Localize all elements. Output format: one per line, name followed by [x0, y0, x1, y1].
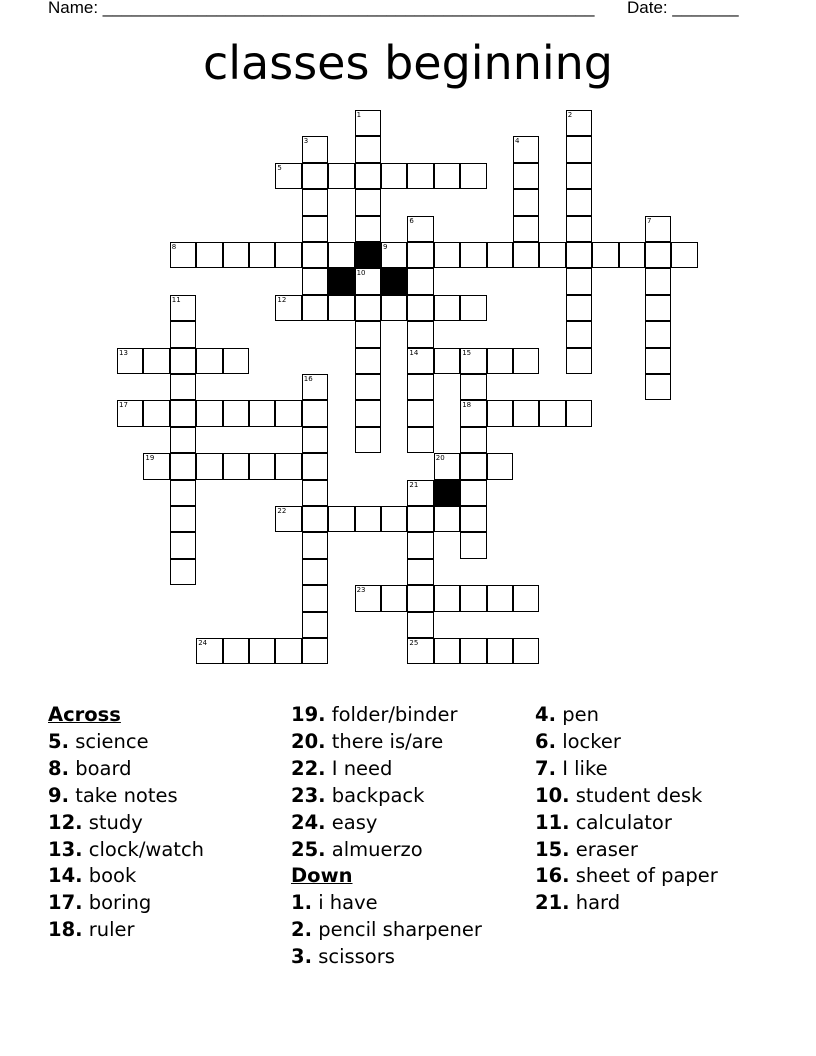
clues-column-1: [48, 702, 204, 944]
clue-number: 16.: [535, 864, 570, 888]
cell-number: 23: [356, 586, 366, 595]
grid-cell[interactable]: [223, 638, 249, 664]
grid-cell[interactable]: [539, 400, 565, 426]
grid-cell[interactable]: [355, 374, 381, 400]
grid-cell[interactable]: [513, 638, 539, 664]
clue-text: locker: [562, 729, 621, 753]
grid-cell[interactable]: [328, 506, 354, 532]
grid-cell[interactable]: [487, 400, 513, 426]
cell-number: 15: [462, 348, 472, 357]
grid-cell[interactable]: [460, 295, 486, 321]
grid-cell[interactable]: [223, 453, 249, 479]
clue-number: 6.: [535, 729, 556, 753]
clue-number: 7.: [535, 756, 556, 780]
clue-across: [291, 783, 482, 810]
grid-cell[interactable]: [434, 295, 460, 321]
clue-number: 21.: [535, 891, 570, 915]
grid-cell[interactable]: [645, 242, 671, 268]
grid-cell[interactable]: [460, 638, 486, 664]
clue-across: [291, 729, 482, 756]
grid-cell[interactable]: [170, 295, 196, 321]
clue-down: [535, 783, 718, 810]
clue-number: 5.: [48, 729, 69, 753]
clue-text: book: [88, 864, 137, 888]
grid-cell[interactable]: [170, 242, 196, 268]
clue-down: [535, 810, 718, 837]
grid-cell[interactable]: [407, 216, 433, 242]
grid-cell[interactable]: [302, 506, 328, 532]
clue-number: 14.: [48, 864, 83, 888]
grid-cell[interactable]: [302, 163, 328, 189]
grid-cell[interactable]: [355, 136, 381, 162]
clues-column-2: [291, 702, 482, 971]
grid-cell[interactable]: [143, 453, 169, 479]
clue-across: [48, 917, 204, 944]
grid-cell[interactable]: [170, 400, 196, 426]
cell-number: 5: [277, 163, 282, 172]
clue-down: [535, 702, 718, 729]
grid-cell[interactable]: [513, 400, 539, 426]
date-field[interactable]: Date: _______: [627, 0, 739, 17]
cell-number: 10: [356, 269, 366, 278]
grid-cell[interactable]: [460, 532, 486, 558]
grid-cell[interactable]: [275, 506, 301, 532]
clue-text: science: [75, 729, 149, 753]
grid-cell[interactable]: [249, 242, 275, 268]
grid-cell[interactable]: [407, 506, 433, 532]
grid-cell[interactable]: [460, 348, 486, 374]
clue-text: eraser: [575, 837, 638, 861]
grid-cell[interactable]: [513, 242, 539, 268]
clue-down: [535, 837, 718, 864]
grid-cell[interactable]: [513, 189, 539, 215]
grid-cell[interactable]: [566, 216, 592, 242]
clue-across: [48, 890, 204, 917]
grid-cell[interactable]: [487, 348, 513, 374]
cell-number: 1: [356, 111, 362, 119]
grid-cell[interactable]: [460, 374, 486, 400]
grid-cell[interactable]: [355, 295, 381, 321]
grid-cell[interactable]: [381, 242, 407, 268]
cell-number: 24: [198, 639, 208, 647]
clue-text: easy: [331, 810, 378, 834]
cell-number: 3: [303, 137, 309, 146]
grid-cell[interactable]: [381, 163, 407, 189]
grid-cell[interactable]: [619, 242, 645, 268]
grid-cell[interactable]: [302, 427, 328, 453]
cell-number: 12: [277, 295, 287, 304]
grid-cell[interactable]: [381, 295, 407, 321]
grid-cell[interactable]: [275, 163, 301, 189]
grid-cell[interactable]: [302, 189, 328, 215]
grid-cell[interactable]: [460, 242, 486, 268]
grid-cell[interactable]: [196, 638, 222, 664]
grid-cell[interactable]: [196, 242, 222, 268]
clue-number: 10.: [535, 783, 570, 807]
grid-cell[interactable]: [645, 268, 671, 294]
black-cell: [355, 242, 381, 268]
grid-cell[interactable]: [407, 480, 433, 506]
grid-cell[interactable]: [407, 559, 433, 585]
grid-cell[interactable]: [645, 295, 671, 321]
clue-text: student desk: [575, 783, 703, 807]
cell-number: 4: [515, 137, 520, 146]
clue-text: folder/binder: [331, 703, 458, 726]
clue-number: 12.: [48, 810, 83, 834]
grid-cell[interactable]: [249, 453, 275, 479]
grid-cell[interactable]: [566, 321, 592, 347]
grid-cell[interactable]: [566, 110, 592, 136]
cell-number: 17: [119, 401, 128, 410]
black-cell: [434, 480, 460, 506]
clue-number: 15.: [535, 837, 570, 861]
grid-cell[interactable]: [513, 585, 539, 611]
grid-cell[interactable]: [170, 374, 196, 400]
grid-cell[interactable]: [645, 216, 671, 242]
grid-cell[interactable]: [566, 242, 592, 268]
clue-across: [48, 863, 204, 890]
grid-cell[interactable]: [407, 532, 433, 558]
clue-text: sheet of paper: [575, 864, 718, 888]
grid-cell[interactable]: [328, 163, 354, 189]
grid-cell[interactable]: [513, 163, 539, 189]
clue-across: [291, 837, 482, 864]
grid-cell[interactable]: [249, 638, 275, 664]
clue-down: [535, 729, 718, 756]
grid-cell[interactable]: [302, 295, 328, 321]
grid-cell[interactable]: [460, 585, 486, 611]
clue-number: 18.: [48, 918, 83, 942]
grid-cell[interactable]: [355, 110, 381, 136]
black-cell: [381, 268, 407, 294]
grid-cell[interactable]: [170, 480, 196, 506]
grid-cell[interactable]: [355, 189, 381, 215]
across-heading: Across: [48, 703, 121, 726]
grid-cell[interactable]: [302, 268, 328, 294]
cell-number: 6: [409, 216, 414, 225]
grid-cell[interactable]: [170, 427, 196, 453]
grid-cell[interactable]: [434, 585, 460, 611]
clue-number: 9.: [48, 783, 69, 807]
clue-text: almuerzo: [331, 837, 423, 861]
clue-text: there is/are: [331, 729, 444, 753]
grid-cell[interactable]: [592, 242, 618, 268]
grid-cell[interactable]: [275, 453, 301, 479]
clue-number: 25.: [291, 837, 326, 861]
grid-cell[interactable]: [513, 136, 539, 162]
grid-cell[interactable]: [328, 295, 354, 321]
grid-cell[interactable]: [302, 585, 328, 611]
clue-down: [535, 756, 718, 783]
grid-cell[interactable]: [170, 348, 196, 374]
grid-cell[interactable]: [487, 453, 513, 479]
grid-cell[interactable]: [434, 242, 460, 268]
clue-down: [291, 890, 482, 917]
cell-number: 14: [409, 348, 419, 357]
clue-text: ruler: [88, 918, 135, 942]
cell-number: 11: [171, 295, 181, 304]
grid-cell[interactable]: [355, 268, 381, 294]
clue-text: pencil sharpener: [318, 918, 482, 942]
grid-cell[interactable]: [407, 612, 433, 638]
clue-across: [48, 810, 204, 837]
grid-cell[interactable]: [170, 506, 196, 532]
grid-cell[interactable]: [566, 136, 592, 162]
grid-cell[interactable]: [566, 400, 592, 426]
grid-cell[interactable]: [460, 453, 486, 479]
cell-number: 25: [409, 639, 419, 647]
grid-cell[interactable]: [566, 189, 592, 215]
grid-cell[interactable]: [513, 216, 539, 242]
grid-cell[interactable]: [645, 374, 671, 400]
grid-cell[interactable]: [328, 242, 354, 268]
clue-number: 4.: [535, 703, 556, 726]
grid-cell[interactable]: [460, 506, 486, 532]
grid-cell[interactable]: [196, 400, 222, 426]
grid-cell[interactable]: [407, 585, 433, 611]
clue-text: calculator: [575, 810, 672, 834]
grid-cell[interactable]: [460, 480, 486, 506]
grid-cell[interactable]: [566, 348, 592, 374]
grid-cell[interactable]: [302, 242, 328, 268]
grid-cell[interactable]: [460, 427, 486, 453]
grid-cell[interactable]: [117, 400, 143, 426]
grid-cell[interactable]: [407, 348, 433, 374]
clue-text: pen: [562, 703, 599, 726]
grid-cell[interactable]: [170, 532, 196, 558]
grid-cell[interactable]: [460, 400, 486, 426]
clue-number: 17.: [48, 891, 83, 915]
grid-cell[interactable]: [170, 453, 196, 479]
grid-cell[interactable]: [355, 163, 381, 189]
grid-cell[interactable]: [170, 321, 196, 347]
grid-cell[interactable]: [143, 348, 169, 374]
grid-cell[interactable]: [170, 559, 196, 585]
grid-cell[interactable]: [645, 348, 671, 374]
clue-text: boring: [88, 891, 152, 915]
clue-down: [535, 863, 718, 890]
grid-cell[interactable]: [355, 216, 381, 242]
clue-text: backpack: [331, 783, 425, 807]
clue-across: [48, 729, 204, 756]
grid-cell[interactable]: [143, 400, 169, 426]
grid-cell[interactable]: [434, 348, 460, 374]
grid-cell[interactable]: [302, 453, 328, 479]
clue-text: I like: [562, 756, 608, 780]
cell-number: 9: [383, 243, 388, 251]
cell-number: 19: [145, 454, 155, 463]
grid-cell[interactable]: [302, 480, 328, 506]
grid-cell[interactable]: [566, 295, 592, 321]
grid-cell[interactable]: [407, 427, 433, 453]
grid-cell[interactable]: [407, 163, 433, 189]
grid-cell[interactable]: [275, 400, 301, 426]
grid-cell[interactable]: [407, 295, 433, 321]
clue-across: [291, 756, 482, 783]
clue-number: 1.: [291, 891, 312, 915]
grid-cell[interactable]: [407, 374, 433, 400]
grid-cell[interactable]: [223, 348, 249, 374]
grid-cell[interactable]: [381, 585, 407, 611]
grid-cell[interactable]: [302, 638, 328, 664]
clue-number: 23.: [291, 783, 326, 807]
cell-number: 18: [462, 401, 472, 410]
clue-number: 24.: [291, 810, 326, 834]
clue-number: 22.: [291, 756, 326, 780]
grid-cell[interactable]: [302, 612, 328, 638]
grid-cell[interactable]: [407, 242, 433, 268]
grid-cell[interactable]: [302, 216, 328, 242]
clue-number: 19.: [291, 703, 326, 726]
grid-cell[interactable]: [302, 559, 328, 585]
grid-cell[interactable]: [407, 638, 433, 664]
clue-number: 13.: [48, 837, 83, 861]
clue-number: 11.: [535, 810, 570, 834]
grid-cell[interactable]: [223, 400, 249, 426]
cell-number: 16: [303, 375, 313, 383]
grid-cell[interactable]: [407, 268, 433, 294]
grid-cell[interactable]: [407, 321, 433, 347]
page-title: classes beginning: [202, 36, 613, 90]
grid-cell[interactable]: [434, 506, 460, 532]
clue-text: take notes: [75, 783, 178, 807]
clue-down: [291, 917, 482, 944]
grid-cell[interactable]: [355, 506, 381, 532]
grid-cell[interactable]: [355, 427, 381, 453]
cell-number: 8: [171, 243, 177, 251]
grid-cell[interactable]: [302, 400, 328, 426]
grid-cell[interactable]: [487, 638, 513, 664]
clue-across: [291, 702, 482, 729]
grid-cell[interactable]: [645, 321, 671, 347]
grid-cell[interactable]: [539, 242, 565, 268]
grid-cell[interactable]: [249, 400, 275, 426]
clue-number: 8.: [48, 756, 69, 780]
grid-cell[interactable]: [407, 400, 433, 426]
black-cell: [328, 268, 354, 294]
grid-cell[interactable]: [223, 242, 249, 268]
cell-number: 21: [409, 480, 419, 489]
grid-cell[interactable]: [671, 242, 697, 268]
grid-cell[interactable]: [487, 585, 513, 611]
grid-cell[interactable]: [196, 348, 222, 374]
grid-cell[interactable]: [566, 163, 592, 189]
grid-cell[interactable]: [275, 638, 301, 664]
clue-text: study: [88, 810, 143, 834]
grid-cell[interactable]: [355, 348, 381, 374]
cell-number: 13: [119, 348, 128, 357]
grid-cell[interactable]: [513, 348, 539, 374]
grid-cell[interactable]: [302, 374, 328, 400]
down-heading: Down: [291, 864, 353, 888]
clue-text: board: [75, 756, 132, 780]
grid-cell[interactable]: [487, 242, 513, 268]
grid-cell[interactable]: [117, 348, 143, 374]
clue-number: 2.: [291, 918, 312, 942]
grid-cell[interactable]: [460, 163, 486, 189]
grid-cell[interactable]: [381, 506, 407, 532]
cell-number: 7: [647, 216, 652, 225]
clue-text: i have: [318, 891, 378, 915]
cell-number: 2: [567, 111, 573, 119]
grid-cell[interactable]: [355, 321, 381, 347]
clues-column-3: [535, 702, 718, 917]
clue-across: [48, 837, 204, 864]
grid-cell[interactable]: [434, 638, 460, 664]
grid-cell[interactable]: [275, 242, 301, 268]
clue-down: [291, 944, 482, 971]
clue-text: clock/watch: [88, 837, 205, 861]
clue-across: [48, 756, 204, 783]
grid-cell[interactable]: [275, 295, 301, 321]
grid-cell[interactable]: [434, 453, 460, 479]
name-field[interactable]: Name: ____________________________________________________: [48, 0, 595, 17]
clue-down: [535, 890, 718, 917]
grid-cell[interactable]: [566, 268, 592, 294]
clue-across: [291, 810, 482, 837]
clue-number: 20.: [291, 729, 326, 753]
cell-number: 22: [277, 507, 287, 515]
clue-text: hard: [575, 891, 621, 915]
grid-cell[interactable]: [302, 532, 328, 558]
cell-number: 20: [435, 454, 445, 463]
grid-cell[interactable]: [302, 136, 328, 162]
clue-text: I need: [331, 756, 393, 780]
grid-cell[interactable]: [434, 163, 460, 189]
grid-cell[interactable]: [196, 453, 222, 479]
grid-cell[interactable]: [355, 585, 381, 611]
clue-text: scissors: [318, 945, 395, 969]
clue-across: [48, 783, 204, 810]
clue-number: 3.: [291, 945, 312, 969]
grid-cell[interactable]: [355, 400, 381, 426]
